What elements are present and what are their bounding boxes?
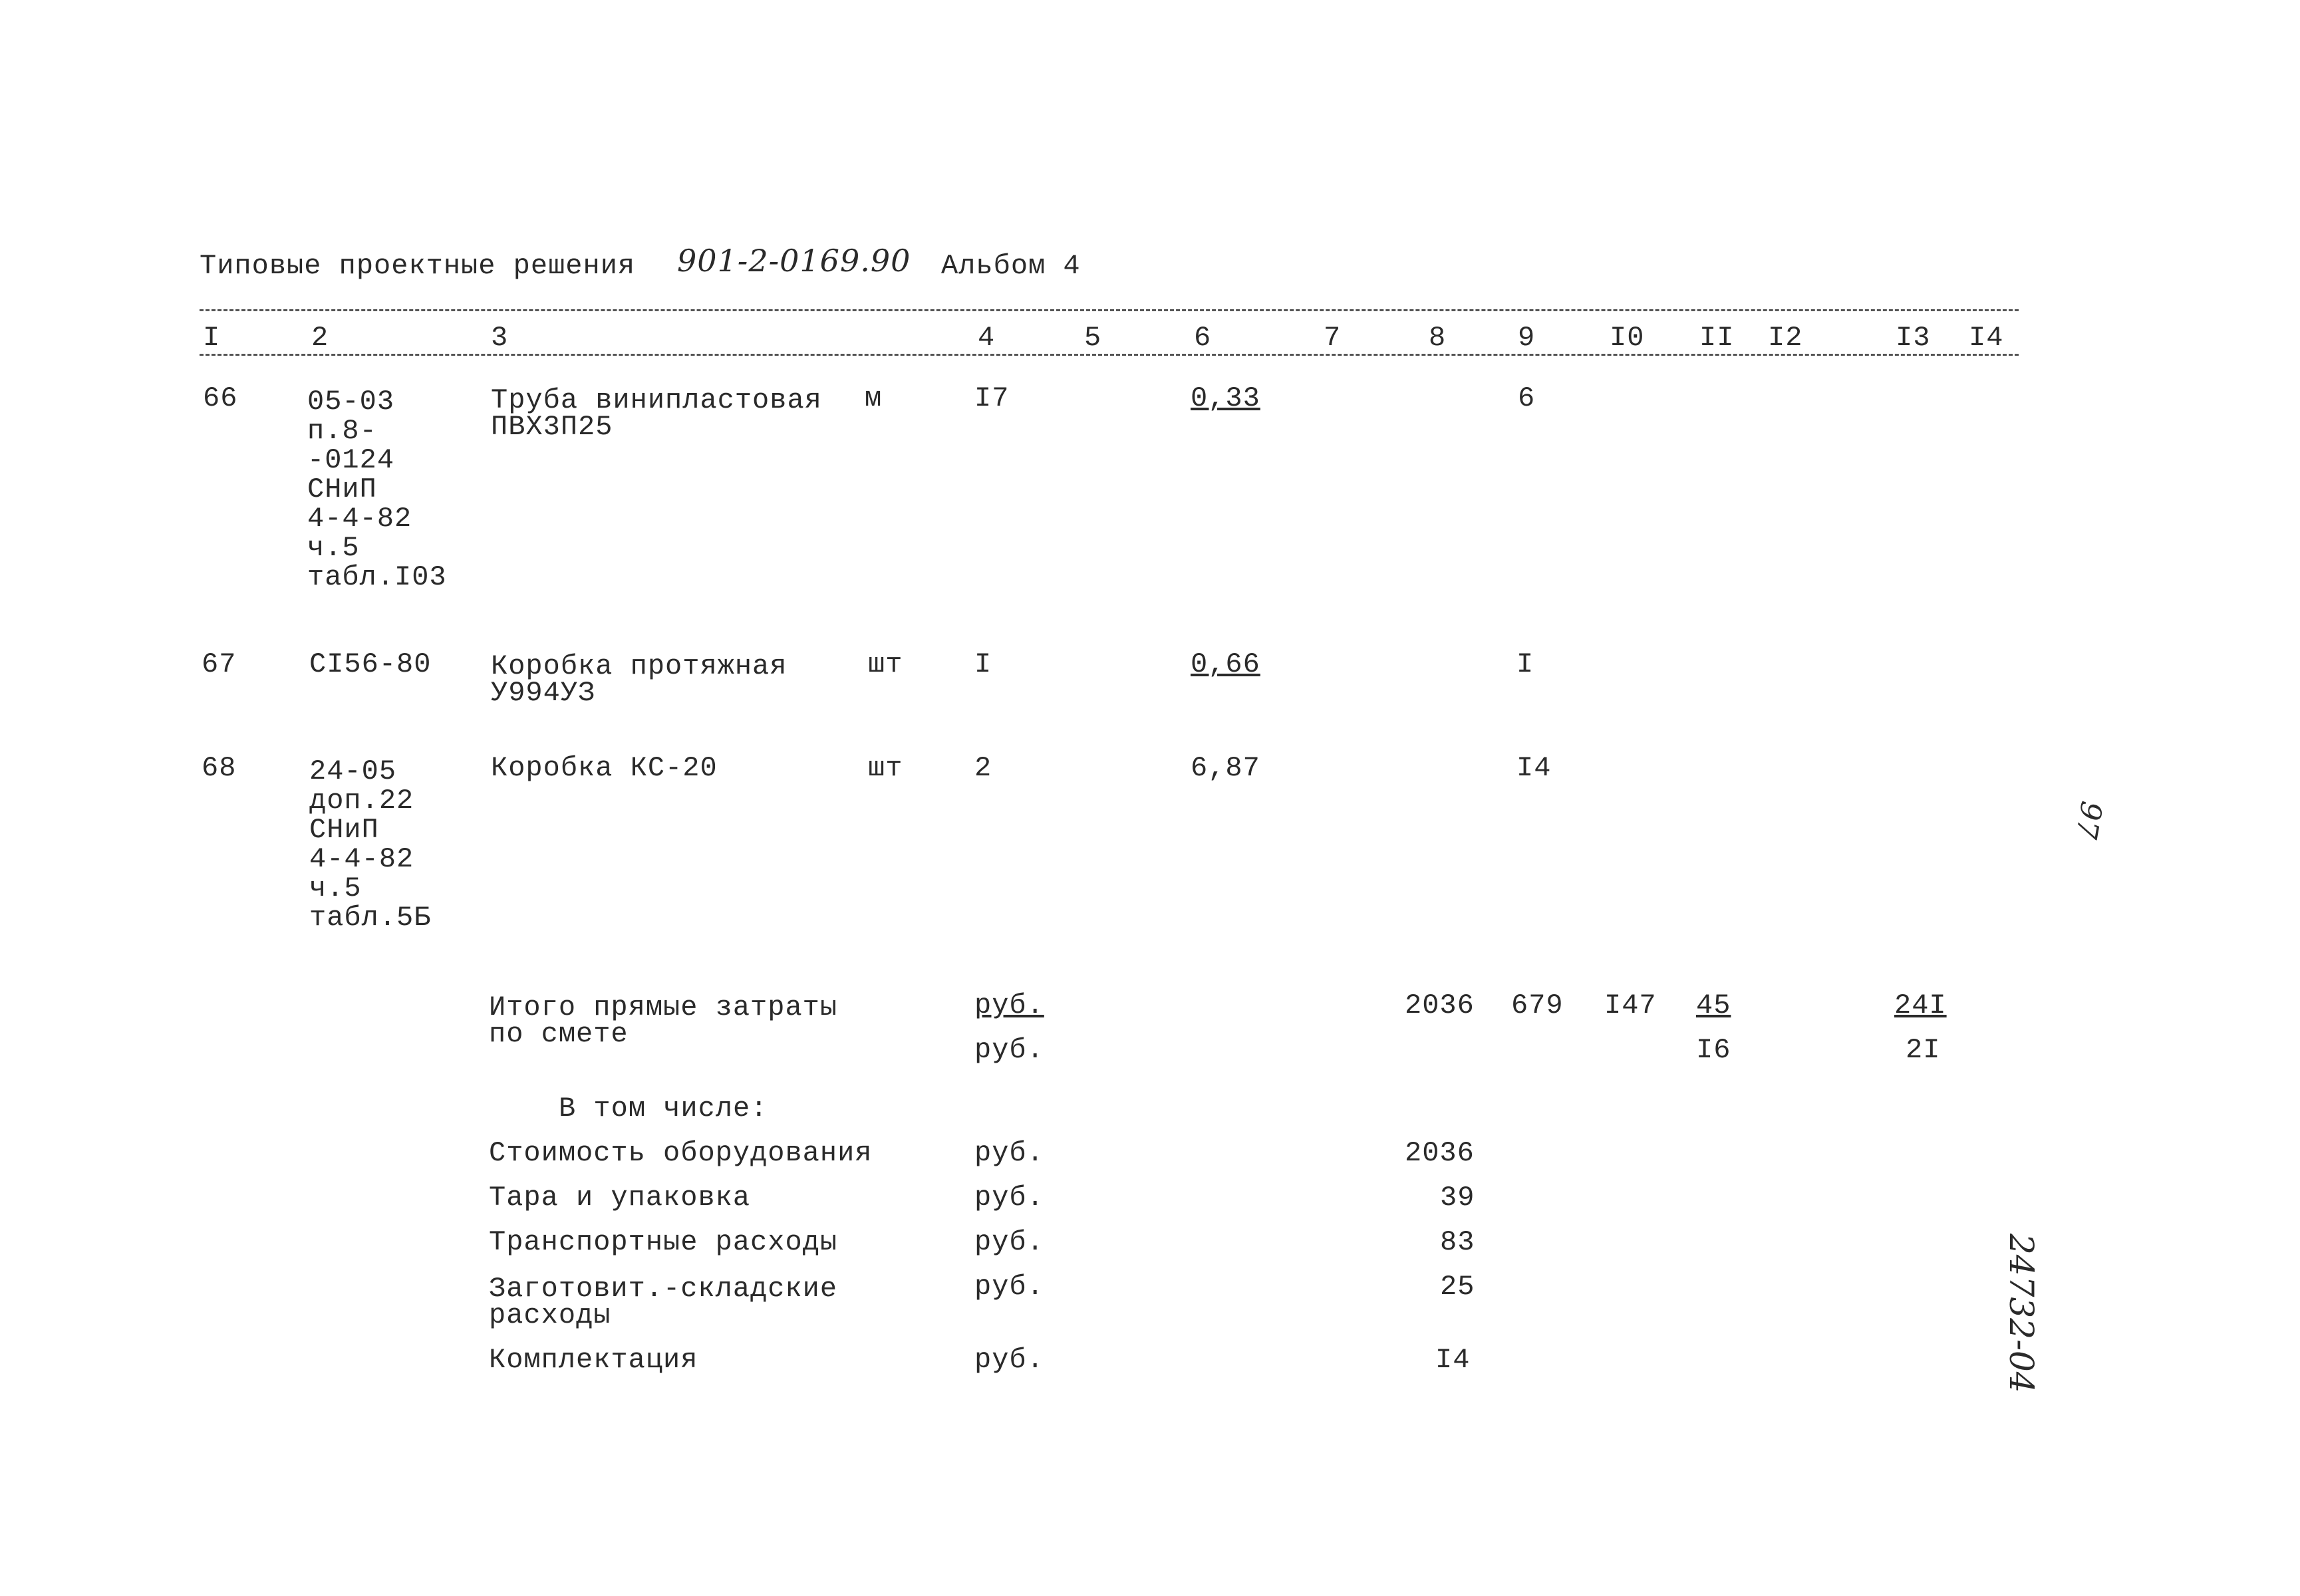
row-68-col9: I4 <box>1516 752 1552 784</box>
row-67-number: 67 <box>202 648 237 680</box>
column-header-7: 7 <box>1324 322 1342 354</box>
table-top-rule <box>200 309 2019 311</box>
breakdown-item-value: 39 <box>1440 1182 1475 1214</box>
totals-col10: I47 <box>1604 990 1657 1021</box>
column-header-9: 9 <box>1518 322 1536 354</box>
row-68-code: 24-05 доп.22 СНиП 4-4-82 ч.5 табл.5Б <box>309 755 432 934</box>
totals-col8: 2036 <box>1405 990 1475 1021</box>
row-68-col6: 6,87 <box>1191 752 1260 784</box>
column-header-11: II <box>1699 322 1735 354</box>
header-prefix: Типовые проектные решения <box>200 250 636 282</box>
row-67-name: Коробка протяжная У994УЗ <box>491 650 788 709</box>
row-66-col6: 0,33 <box>1191 382 1260 414</box>
breakdown-heading: В том числе: <box>559 1093 768 1125</box>
column-header-8: 8 <box>1429 322 1447 354</box>
row-66-code: 05-03 п.8- -0124 СНиП 4-4-82 ч.5 табл.I03 <box>307 386 447 593</box>
breakdown-item-label: Комплектация <box>489 1344 698 1376</box>
breakdown-item-label: Стоимость оборудования <box>489 1137 873 1169</box>
breakdown-item-unit: руб. <box>974 1182 1044 1214</box>
row-67-col9: I <box>1516 648 1534 680</box>
breakdown-item-unit: руб. <box>974 1137 1044 1169</box>
row-66-number: 66 <box>203 382 238 414</box>
row-68-col4: 2 <box>974 752 992 784</box>
column-header-13: I3 <box>1896 322 1931 354</box>
totals-unit-2: руб. <box>974 1034 1044 1066</box>
breakdown-item-value: 2036 <box>1405 1137 1475 1169</box>
column-header-5: 5 <box>1084 322 1102 354</box>
breakdown-item-unit: руб. <box>974 1226 1044 1258</box>
column-header-14: I4 <box>1969 322 2004 354</box>
totals-col13-top: 24I <box>1894 990 1947 1021</box>
table-header-rule <box>200 354 2019 356</box>
breakdown-item-label: Заготовит.-складские расходы <box>489 1273 838 1331</box>
breakdown-item-label: Тара и упаковка <box>489 1182 751 1214</box>
row-67-unit: шт <box>868 648 903 680</box>
breakdown-item-value: 83 <box>1440 1226 1475 1258</box>
row-66-name: Труба винипластовая ПВХ3П25 <box>491 384 822 443</box>
row-67-code: CI56-80 <box>309 648 432 680</box>
row-67-col6: 0,66 <box>1191 648 1260 680</box>
totals-col11-top: 45 <box>1696 990 1731 1021</box>
row-66-col9: 6 <box>1518 382 1536 414</box>
totals-col9: 679 <box>1511 990 1564 1021</box>
breakdown-item-value: 25 <box>1440 1271 1475 1303</box>
header-album: Альбом 4 <box>941 250 1081 282</box>
totals-label: Итого прямые затраты по смете <box>489 992 838 1050</box>
column-header-12: I2 <box>1768 322 1803 354</box>
totals-col13-bottom: 2I <box>1906 1034 1941 1066</box>
breakdown-item-label: Транспортные расходы <box>489 1226 838 1258</box>
breakdown-item-value: I4 <box>1435 1344 1471 1376</box>
row-67-col4: I <box>974 648 992 680</box>
column-header-6: 6 <box>1194 322 1212 354</box>
column-header-10: I0 <box>1610 322 1645 354</box>
column-header-1: I <box>203 322 221 354</box>
column-header-4: 4 <box>978 322 996 354</box>
document-number: 24732-04 <box>2002 1234 2041 1393</box>
breakdown-item-unit: руб. <box>974 1271 1044 1303</box>
column-header-2: 2 <box>311 322 329 354</box>
row-68-number: 68 <box>202 752 237 784</box>
row-68-unit: шт <box>868 752 903 784</box>
totals-col11-bottom: I6 <box>1696 1034 1731 1066</box>
row-68-name: Коробка КС-20 <box>491 752 718 784</box>
breakdown-item-unit: руб. <box>974 1344 1044 1376</box>
header-project-code: 901-2-0169.90 <box>677 243 911 279</box>
row-66-unit: м <box>865 382 883 414</box>
column-header-3: 3 <box>491 322 509 354</box>
row-66-col4: I7 <box>974 382 1010 414</box>
page-number: 97 <box>2069 799 2108 842</box>
totals-unit-1: руб. <box>974 990 1044 1021</box>
